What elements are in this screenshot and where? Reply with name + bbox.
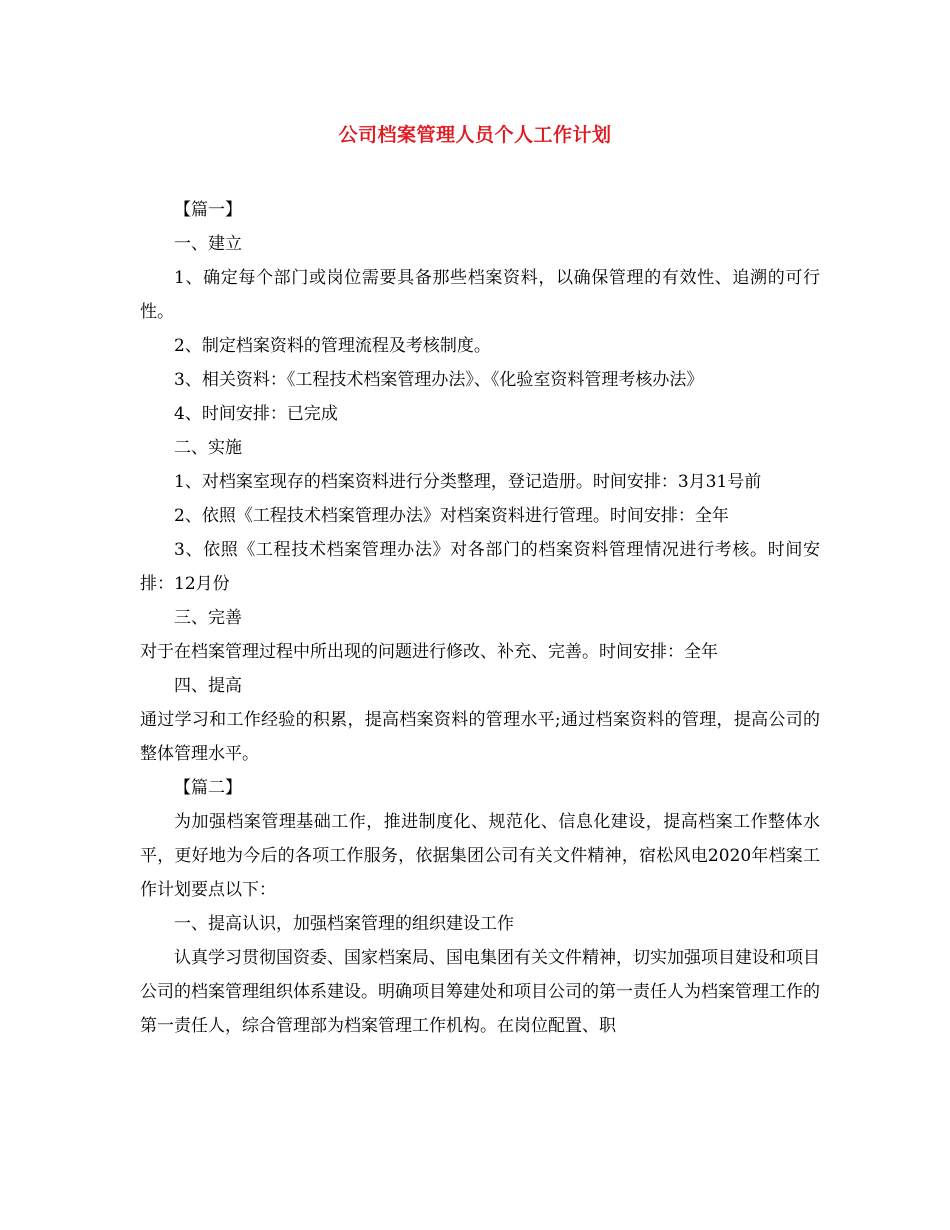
paragraph-heading: 三、完善 — [174, 608, 242, 628]
document-title: 公司档案管理人员个人工作计划 — [338, 124, 612, 146]
paragraph: 为加强档案管理基础工作，推进制度化、规范化、信息化建设，提高档案工作整体水平，更好地为今后的各项工作服务，依据集团公司有关文件精神，宿松风电2020年档案工作计划要点以下： — [140, 812, 820, 900]
paragraph: 3、相关资料：《工程技术档案管理办法》、《化验室资料管理考核办法》 — [174, 370, 704, 390]
paragraph-section-tag: 【篇一】 — [174, 200, 242, 220]
paragraph: 1、确定每个部门或岗位需要具备那些档案资料，以确保管理的有效性、追溯的可行性。 — [140, 268, 820, 322]
paragraph-section-tag: 【篇二】 — [174, 778, 242, 798]
paragraph: 3、依照《工程技术档案管理办法》对各部门的档案资料管理情况进行考核。时间安排：12月份 — [140, 540, 820, 594]
document-body — [140, 193, 820, 1043]
paragraph-heading: 二、实施 — [174, 438, 242, 458]
paragraph: 1、对档案室现存的档案资料进行分类整理，登记造册。时间安排：3月31号前 — [174, 472, 762, 492]
paragraph: 2、制定档案资料的管理流程及考核制度。 — [174, 336, 491, 356]
paragraph: 2、依照《工程技术档案管理办法》对档案资料进行管理。时间安排：全年 — [174, 506, 729, 526]
paragraph: 4、时间安排：已完成 — [174, 404, 338, 424]
paragraph: 通过学习和工作经验的积累，提高档案资料的管理水平;通过档案资料的管理，提高公司的整体管理水平。 — [140, 710, 820, 764]
paragraph: 认真学习贯彻国资委、国家档案局、国电集团有关文件精神，切实加强项目建设和项目公司的档案管理组织体系建设。明确项目筹建处和项目公司的第一责任人为档案管理工作的第一责任人，综合管理部为档案管理工作机构。在岗位配置、职 — [140, 948, 820, 1036]
paragraph-heading: 一、建立 — [174, 234, 242, 254]
paragraph-heading: 四、提高 — [174, 676, 242, 696]
paragraph: 对于在档案管理过程中所出现的问题进行修改、补充、完善。时间安排：全年 — [140, 642, 718, 662]
paragraph-heading: 一、提高认识，加强档案管理的组织建设工作 — [174, 914, 514, 934]
